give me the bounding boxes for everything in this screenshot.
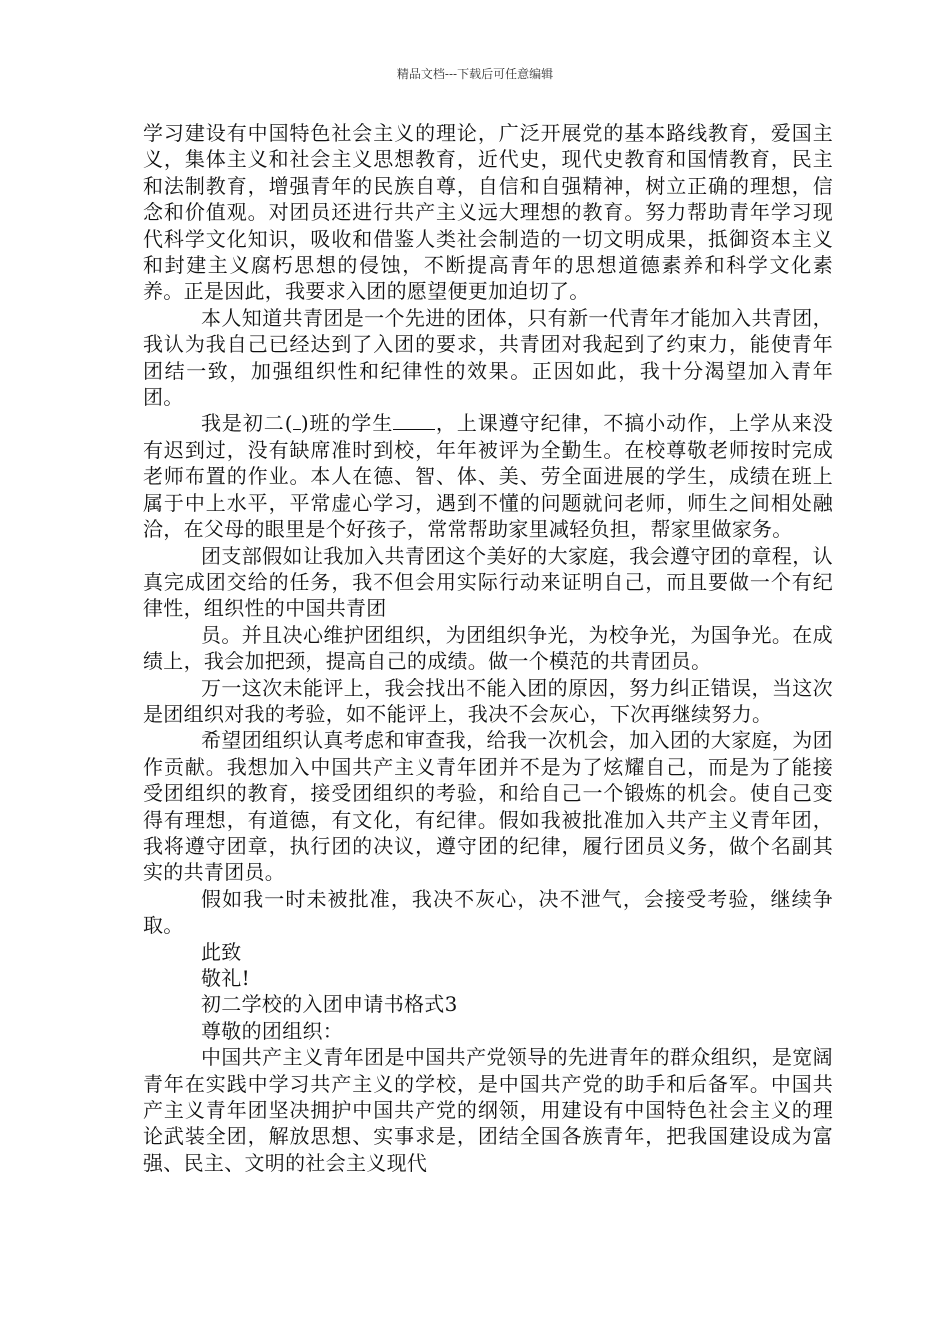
- paragraph-2: 本人知道共青团是一个先进的团体，只有新一代青年才能加入共青团，我认为我自己已经达到了入团的要求，共青团对我起到了约束力，能使青年团结一致，加强组织性和纪律性的效果。正因如此，我十分渴望加入青年团。: [143, 305, 833, 410]
- paragraph-3: [143, 410, 833, 542]
- section-title: 初二学校的入团申请书格式3: [201, 992, 458, 1017]
- student-name-blank: [393, 411, 435, 430]
- class-number-blank: [293, 411, 301, 430]
- document-body: [143, 120, 833, 1176]
- paragraph-3-part-a: 我是初二(: [201, 411, 293, 436]
- paragraph-5: 员。并且决心维护团组织，为团组织争光，为校争光，为国争光。在成绩上，我会加把颈，提高自己的成绩。做一个模范的共青团员。: [143, 622, 833, 674]
- paragraph-3-part-b: )班的学生: [300, 411, 394, 436]
- closing-salutation: 此致: [201, 939, 242, 964]
- greeting: 尊敬的团组织：: [201, 1018, 344, 1043]
- page-header: 精品文档---下载后可任意编辑: [396, 67, 554, 81]
- paragraph-9: 中国共产主义青年团是中国共产党领导的先进青年的群众组织，是宽阔青年在实践中学习共产主义的学校，是中国共产党的助手和后备军。中国共产主义青年团坚决拥护中国共产党的纲领，用建设有中国特色社会主义的理论武装全团，解放思想、实事求是，团结全国各族青年，把我国建设成为富强、民主、文明的社会主义现代: [143, 1045, 833, 1175]
- paragraph-6: 万一这次未能评上，我会找出不能入团的原因，努力纠正错误，当这次是团组织对我的考验，如不能评上，我决不会灰心，下次再继续努力。: [143, 675, 833, 726]
- paragraph-7: 希望团组织认真考虑和审查我，给我一次机会，加入团的大家庭，为团作贡献。我想加入中国共产主义青年团并不是为了炫耀自己，而是为了能接受团组织的教育，接受团组织的考验，和给自己一个锻炼的机会。使自己变得有理想，有道德，有文化，有纪律。假如我被批准加入共产主义青年团，我将遵守团章，执行团的决议，遵守团的纪律，履行团员义务，做个名副其实的共青团员。: [143, 728, 833, 885]
- paragraph-8: 假如我一时未被批准，我决不灰心，决不泄气，会接受考验，继续争取。: [143, 886, 833, 938]
- closing-respect: 敬礼!: [201, 966, 250, 990]
- paragraph-3-part-c: ，上课遵守纪律，不搞小动作，上学从来没有迟到过，没有缺席准时到校，年年被评为全勤生。在校尊敬老师按时完成老师布置的作业。本人在德、智、体、美、劳全面进展的学生，成绩在班上属于中上水平，平常虚心学习，遇到不懂的问题就问老师，师生之间相处融洽，在父母的眼里是个好孩子，常常帮助家里减轻负担，帮家里做家务。: [143, 411, 833, 542]
- paragraph-1: 学习建设有中国特色社会主义的理论，广泛开展党的基本路线教育，爱国主义，集体主义和社会主义思想教育，近代史，现代史教育和国情教育，民主和法制教育，增强青年的民族自尊，自信和自强精神，树立正确的理想，信念和价值观。对团员还进行共产主义远大理想的教育。努力帮助青年学习现代科学文化知识，吸收和借鉴人类社会制造的一切文明成果，抵御资本主义和封建主义腐朽思想的侵蚀，不断提高青年的思想道德素养和科学文化素养。正是因此，我要求入团的愿望便更加迫切了。: [143, 121, 833, 304]
- paragraph-4: 团支部假如让我加入共青团这个美好的大家庭，我会遵守团的章程，认真完成团交给的任务，我不但会用实际行动来证明自己，而且要做一个有纪律性，组织性的中国共青团: [143, 543, 833, 621]
